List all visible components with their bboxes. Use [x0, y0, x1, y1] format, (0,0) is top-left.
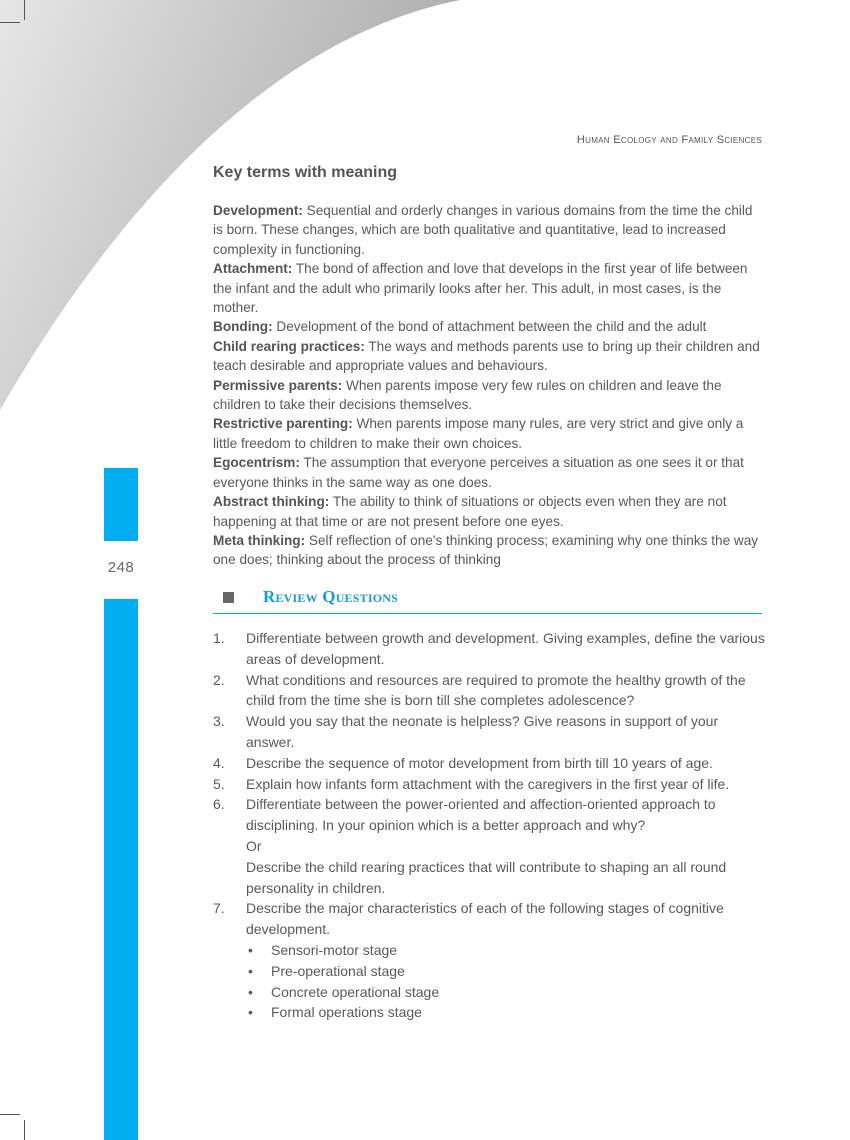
question-1	[213, 628, 765, 670]
question-text: Describe the major characteristics of each of the following stages of cognitive development.	[246, 900, 724, 938]
term-meta-thinking	[213, 531, 765, 570]
bullet-icon: •	[248, 941, 253, 958]
question-4	[213, 753, 765, 774]
review-questions-header	[213, 586, 762, 614]
side-bar-lower	[104, 599, 138, 1140]
question-text: Differentiate between the power-oriented and affection-oriented approach to disciplining. In your opinion which is a better approach and why?	[246, 796, 716, 834]
term-child-rearing-practices	[213, 337, 765, 376]
key-terms-list	[213, 201, 765, 570]
running-head: Human Ecology and Family Sciences	[576, 134, 762, 146]
page-number: 248	[107, 559, 135, 576]
question-7	[213, 898, 765, 1023]
review-questions-list	[213, 628, 765, 1023]
term-word: Meta thinking:	[213, 532, 306, 548]
term-definition: The ability to think of situations or objects even when they are not happening at that time or are not present before one eyes.	[213, 494, 727, 529]
question-text: Differentiate between growth and development. Giving examples, define the various areas of development.	[246, 630, 765, 667]
stage-item	[246, 940, 765, 961]
stage-item	[246, 982, 765, 1003]
term-definition: When parents impose very few rules on children and leave the children to take their decisions themselves.	[213, 377, 722, 413]
term-definition: The assumption that everyone perceives a situation as one sees it or that everyone thinks in the same way as one does.	[213, 455, 744, 490]
term-attachment	[213, 259, 765, 317]
term-word: Restrictive parenting:	[213, 416, 353, 432]
question-text: Explain how infants form attachment with the caregivers in the first year of life.	[246, 775, 730, 792]
term-word: Child rearing practices:	[213, 338, 365, 354]
question-or: Or	[246, 837, 262, 854]
term-word: Egocentrism:	[213, 455, 300, 471]
term-word: Abstract thinking:	[213, 494, 330, 510]
question-text: Would you say that the neonate is helpless? Give reasons in support of your answer.	[246, 713, 719, 750]
question-number: 4.	[213, 754, 225, 771]
term-word: Bonding:	[213, 319, 273, 335]
term-definition: When parents impose many rules, are very strict and give only a little freedom to children to make their own choices.	[213, 416, 744, 451]
question-3	[213, 711, 765, 753]
side-bar-upper	[104, 468, 138, 541]
crop-mark-top-h	[0, 22, 20, 23]
crop-mark-top-v	[24, 0, 25, 20]
term-definition: Sequential and orderly changes in various domains from the time the child is born. These changes, which are both qualitative and quantitative, lead to increased complexity in functioning.	[213, 203, 753, 257]
term-egocentrism	[213, 453, 765, 492]
stage-label: Concrete operational stage	[271, 983, 440, 1000]
stage-item	[246, 1002, 765, 1023]
question-5	[213, 774, 765, 795]
question-6	[213, 794, 765, 898]
question-number: 2.	[213, 671, 225, 688]
question-text: What conditions and resources are required to promote the healthy growth of the child from the time she is born till she completes adolescence?	[246, 671, 746, 709]
review-questions-title: Review Questions	[263, 587, 398, 606]
term-restrictive-parenting	[213, 414, 765, 453]
question-number: 1.	[213, 630, 225, 646]
stage-item	[246, 961, 765, 982]
bullet-icon: •	[248, 1004, 253, 1021]
crop-mark-bottom-v	[24, 1120, 25, 1140]
question-number: 3.	[213, 713, 225, 730]
question-alternative: Describe the child rearing practices that will contribute to shaping an all round personality in children.	[246, 858, 727, 896]
question-text: Describe the sequence of motor development from birth till 10 years of age.	[246, 754, 713, 771]
term-definition: Self reflection of one's thinking process; examining why one thinks the way one does; thinking about the process of thinking	[213, 532, 759, 568]
question-2	[213, 670, 765, 712]
stage-label: Pre-operational stage	[271, 962, 405, 979]
question-number: 6.	[213, 796, 225, 813]
term-permissive-parents	[213, 376, 765, 415]
term-word: Permissive parents:	[213, 377, 343, 393]
question-number: 7.	[213, 900, 225, 917]
term-bonding	[213, 317, 765, 336]
term-word: Attachment:	[213, 261, 293, 277]
stage-label: Formal operations stage	[271, 1004, 422, 1021]
term-abstract-thinking	[213, 492, 765, 531]
crop-mark-bottom-h	[0, 1114, 20, 1115]
term-definition: The ways and methods parents use to bring up their children and teach desirable and appropriate values and behaviours.	[213, 338, 760, 374]
bullet-icon: •	[248, 983, 253, 1000]
stage-label: Sensori-motor stage	[271, 941, 398, 958]
term-development	[213, 201, 765, 259]
square-bullet-icon	[223, 592, 234, 603]
term-definition: The bond of affection and love that develops in the first year of life between the infant and the adult who primarily looks after her. This adult, in most cases, is the mother.	[213, 261, 748, 316]
key-terms-heading: Key terms with meaning	[213, 164, 398, 181]
term-word: Development:	[213, 203, 303, 218]
bullet-icon: •	[248, 962, 253, 979]
question-number: 5.	[213, 775, 225, 792]
term-definition: Development of the bond of attachment between the child and the adult	[272, 319, 707, 335]
